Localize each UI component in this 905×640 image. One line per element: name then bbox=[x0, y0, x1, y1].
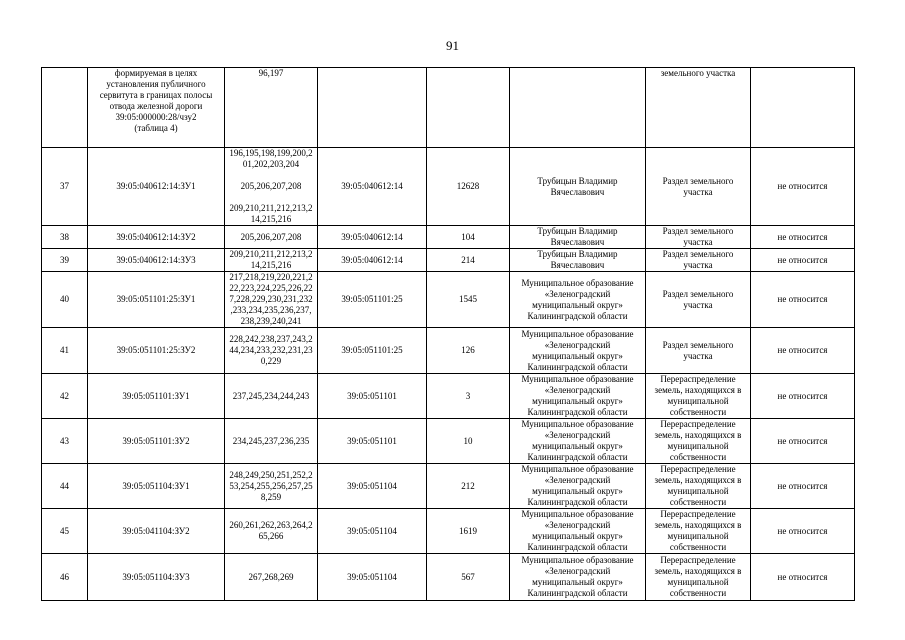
cell-relation: не относится bbox=[751, 272, 855, 328]
cell-line: 39:05:051104:ЗУ3 bbox=[122, 571, 190, 582]
cell-owner bbox=[510, 226, 646, 249]
cell-line: ,233,234,235,236,237, bbox=[230, 305, 312, 315]
cell-line: собственности bbox=[669, 452, 727, 462]
cell-point-numbers bbox=[225, 148, 318, 226]
cell-row-number: 41 bbox=[42, 328, 88, 374]
cell-relation: не относится bbox=[751, 509, 855, 554]
cell-owner bbox=[510, 464, 646, 509]
cell-line: Раздел земельного bbox=[662, 249, 734, 259]
cell-line: 01,202,203,204 bbox=[242, 159, 300, 169]
cell-line: муниципальный округ» bbox=[532, 350, 623, 361]
cell-source-cadastral-number: 39:05:040612:14 bbox=[318, 249, 427, 272]
cell-line: участка bbox=[683, 260, 713, 270]
cell-line: Калининградской области bbox=[527, 361, 628, 372]
cell-source-cadastral-number bbox=[318, 68, 427, 148]
cell-point-numbers bbox=[225, 272, 318, 328]
cell-line: 39:05:040612:14:ЗУ2 bbox=[116, 231, 196, 242]
cell-source-cadastral-number: 39:05:051101 bbox=[318, 374, 427, 419]
cell-relation bbox=[751, 68, 855, 148]
cell-line: 238,239,240,241 bbox=[240, 316, 302, 326]
cell-line: 39:05:040612:14:ЗУ3 bbox=[116, 254, 196, 265]
cell-relation: не относится bbox=[751, 249, 855, 272]
cell-line: Вячеславович bbox=[550, 186, 605, 197]
cell-line: земельного участка bbox=[660, 68, 736, 78]
cell-line: Калининградской области bbox=[527, 452, 628, 462]
cell-line: земель, находящихся в bbox=[654, 475, 742, 485]
cell-row-number: 38 bbox=[42, 226, 88, 249]
cell-line: муниципальный округ» bbox=[532, 577, 623, 587]
cell-source-cadastral-number: 39:05:040612:14 bbox=[318, 226, 427, 249]
cell-line: Калининградской области bbox=[527, 588, 628, 598]
cell-source-cadastral-number: 39:05:051101:25 bbox=[318, 272, 427, 328]
table-row bbox=[42, 509, 855, 554]
cell-source-cadastral-number: 39:05:051104 bbox=[318, 554, 427, 601]
cell-line: Перераспределение bbox=[660, 374, 736, 384]
cell-area: 212 bbox=[427, 464, 510, 509]
cell-line: Раздел земельного bbox=[662, 226, 734, 236]
cell-cadastral-number bbox=[88, 509, 225, 554]
cell-line: 0,229 bbox=[260, 356, 282, 366]
cell-owner bbox=[510, 509, 646, 554]
cell-line: 228,242,238,237,243,2 bbox=[229, 334, 313, 344]
cell-line: муниципальной bbox=[667, 486, 729, 496]
cell-line: «Зеленоградский bbox=[544, 339, 611, 350]
cell-line: 267,268,269 bbox=[248, 571, 294, 582]
cell-line: отвода железной дороги bbox=[109, 101, 203, 111]
cell-line: 96,197 bbox=[258, 68, 284, 78]
table-row bbox=[42, 148, 855, 226]
table-row bbox=[42, 249, 855, 272]
cell-point-numbers bbox=[225, 249, 318, 272]
cell-line: 39:05:051101:25:ЗУ1 bbox=[116, 294, 196, 304]
cell-point-numbers bbox=[225, 419, 318, 464]
cell-line: 22,223,224,225,226,22 bbox=[229, 283, 313, 293]
cell-line: 205,206,207,208 bbox=[240, 231, 302, 242]
cell-formation-method bbox=[646, 554, 751, 601]
cell-formation-method bbox=[646, 272, 751, 328]
cell-cadastral-number bbox=[88, 148, 225, 226]
cell-row-number: 39 bbox=[42, 249, 88, 272]
table-row bbox=[42, 419, 855, 464]
cell-area: 126 bbox=[427, 328, 510, 374]
cell-owner bbox=[510, 272, 646, 328]
cell-line: 196,195,198,199,200,2 bbox=[229, 148, 313, 158]
table-body bbox=[42, 68, 855, 601]
cell-line: 39:05:051101:ЗУ1 bbox=[122, 390, 190, 401]
cell-source-cadastral-number: 39:05:051104 bbox=[318, 509, 427, 554]
cell-area bbox=[427, 68, 510, 148]
cell-line: установления публичного bbox=[106, 79, 206, 89]
cell-area: 12628 bbox=[427, 148, 510, 226]
cell-line: (таблица 4) bbox=[134, 123, 178, 133]
cell-line: «Зеленоградский bbox=[544, 566, 611, 576]
cell-cadastral-number bbox=[88, 226, 225, 249]
cell-formation-method bbox=[646, 226, 751, 249]
cell-source-cadastral-number: 39:05:051101 bbox=[318, 419, 427, 464]
cell-line: Вячеславович bbox=[550, 260, 605, 270]
cell-row-number: 42 bbox=[42, 374, 88, 419]
cell-cadastral-number bbox=[88, 554, 225, 601]
cell-line: 205,206,207,208 bbox=[240, 181, 302, 191]
cell-formation-method bbox=[646, 419, 751, 464]
cell-formation-method bbox=[646, 509, 751, 554]
cell-area: 3 bbox=[427, 374, 510, 419]
cell-line: муниципальной bbox=[667, 441, 729, 451]
cell-line: собственности bbox=[669, 407, 727, 417]
cell-line: Муниципальное образование bbox=[521, 555, 634, 565]
cell-line: 260,261,262,263,264,2 bbox=[229, 520, 313, 530]
cell-line: Перераспределение bbox=[660, 419, 736, 429]
cell-line: муниципальный округ» bbox=[532, 396, 623, 406]
cell-line: земель, находящихся в bbox=[654, 385, 742, 395]
cell-owner bbox=[510, 374, 646, 419]
table-row bbox=[42, 226, 855, 249]
cell-line: муниципальный округ» bbox=[532, 441, 623, 451]
cell-line: Трубицын Владимир bbox=[537, 249, 618, 259]
cell-line: муниципальной bbox=[667, 577, 729, 587]
cell-formation-method bbox=[646, 148, 751, 226]
cell-source-cadastral-number: 39:05:051104 bbox=[318, 464, 427, 509]
cell-line: муниципальной bbox=[667, 531, 729, 541]
cell-line: Калининградской области bbox=[527, 497, 628, 507]
cell-line: Раздел земельного bbox=[662, 175, 734, 186]
cell-owner bbox=[510, 249, 646, 272]
cell-line: Муниципальное образование bbox=[521, 419, 634, 429]
cell-line: Муниципальное образование bbox=[521, 277, 634, 288]
cell-line: 234,245,237,236,235 bbox=[232, 435, 310, 446]
cell-line: 209,210,211,212,213,2 bbox=[229, 203, 313, 213]
cell-line: «Зеленоградский bbox=[544, 288, 611, 299]
cell-row-number: 45 bbox=[42, 509, 88, 554]
cell-line: собственности bbox=[669, 542, 727, 552]
cell-line: 44,234,233,232,231,23 bbox=[229, 345, 313, 355]
cell-line: земель, находящихся в bbox=[654, 566, 742, 576]
cell-row-number bbox=[42, 68, 88, 148]
cell-line: 217,218,219,220,221,2 bbox=[229, 272, 313, 282]
cell-point-numbers bbox=[225, 464, 318, 509]
cell-relation: не относится bbox=[751, 374, 855, 419]
cell-point-numbers bbox=[225, 554, 318, 601]
cell-line: 209,210,211,212,213,2 bbox=[229, 249, 313, 259]
cell-line: муниципальный округ» bbox=[532, 486, 623, 496]
cell-line: участка bbox=[683, 299, 713, 310]
cell-point-numbers bbox=[225, 374, 318, 419]
cell-cadastral-number bbox=[88, 68, 225, 148]
cell-line: 53,254,255,256,257,25 bbox=[229, 480, 313, 491]
cell-line: участка bbox=[683, 186, 713, 197]
cell-line: «Зеленоградский bbox=[544, 520, 611, 530]
cell-line: Перераспределение bbox=[660, 555, 736, 565]
cell-line: 14,215,216 bbox=[250, 260, 292, 270]
cell-line: «Зеленоградский bbox=[544, 430, 611, 440]
cell-line: Муниципальное образование bbox=[521, 328, 634, 339]
cell-line: Муниципальное образование bbox=[521, 509, 634, 519]
page-number: 91 bbox=[446, 38, 459, 53]
cell-line: 8,259 bbox=[260, 491, 282, 502]
cell-formation-method bbox=[646, 328, 751, 374]
cell-line: участка bbox=[683, 237, 713, 247]
cell-line: «Зеленоградский bbox=[544, 385, 611, 395]
cell-area: 567 bbox=[427, 554, 510, 601]
cell-line: Раздел земельного bbox=[662, 288, 734, 299]
cell-cadastral-number bbox=[88, 249, 225, 272]
cell-formation-method bbox=[646, 464, 751, 509]
cell-line: 39:05:000000:28/чзу2 bbox=[115, 112, 197, 122]
cell-line: 39:05:040612:14:ЗУ1 bbox=[116, 181, 196, 191]
cell-cadastral-number bbox=[88, 464, 225, 509]
cell-point-numbers bbox=[225, 509, 318, 554]
cell-area: 10 bbox=[427, 419, 510, 464]
table-row bbox=[42, 554, 855, 601]
cell-relation: не относится bbox=[751, 464, 855, 509]
cell-line: 237,245,234,244,243 bbox=[232, 390, 310, 401]
cell-owner bbox=[510, 148, 646, 226]
cell-line: Раздел земельного bbox=[662, 339, 734, 350]
cell-line: Муниципальное образование bbox=[521, 464, 634, 474]
cell-line: Калининградской области bbox=[527, 310, 628, 321]
cell-owner bbox=[510, 419, 646, 464]
cell-line: 7,228,229,230,231,232 bbox=[229, 294, 313, 304]
cell-row-number: 43 bbox=[42, 419, 88, 464]
cell-source-cadastral-number: 39:05:040612:14 bbox=[318, 148, 427, 226]
cell-line: муниципальный округ» bbox=[532, 299, 623, 310]
cell-point-numbers bbox=[225, 328, 318, 374]
cell-row-number: 40 bbox=[42, 272, 88, 328]
cell-cadastral-number bbox=[88, 272, 225, 328]
cell-relation: не относится bbox=[751, 419, 855, 464]
cell-line: Перераспределение bbox=[660, 509, 736, 519]
cell-line: 65,266 bbox=[258, 531, 284, 541]
cell-line: земель, находящихся в bbox=[654, 430, 742, 440]
cell-line: 39:05:041104:ЗУ2 bbox=[122, 525, 190, 536]
cell-relation: не относится bbox=[751, 328, 855, 374]
cell-line: 14,215,216 bbox=[250, 214, 292, 224]
cell-area: 214 bbox=[427, 249, 510, 272]
cell-line: сервитута в границах полосы bbox=[99, 90, 213, 100]
cell-formation-method bbox=[646, 374, 751, 419]
cell-owner bbox=[510, 68, 646, 148]
cell-line: Трубицын Владимир bbox=[537, 175, 618, 186]
cell-relation: не относится bbox=[751, 148, 855, 226]
cell-owner bbox=[510, 328, 646, 374]
cell-cadastral-number bbox=[88, 374, 225, 419]
cell-point-numbers bbox=[225, 226, 318, 249]
table-row bbox=[42, 374, 855, 419]
cell-line: собственности bbox=[669, 497, 727, 507]
cell-owner bbox=[510, 554, 646, 601]
cell-formation-method bbox=[646, 249, 751, 272]
cell-line: Калининградской области bbox=[527, 542, 628, 552]
table-row bbox=[42, 464, 855, 509]
cell-line: участка bbox=[683, 350, 713, 361]
cell-formation-method bbox=[646, 68, 751, 148]
cell-cadastral-number bbox=[88, 328, 225, 374]
cell-line: 248,249,250,251,252,2 bbox=[229, 469, 313, 480]
cell-line: собственности bbox=[669, 588, 727, 598]
cell-line: муниципальной bbox=[667, 396, 729, 406]
cell-line: формируемая в целях bbox=[114, 68, 198, 78]
table-row bbox=[42, 328, 855, 374]
cell-line: земель, находящихся в bbox=[654, 520, 742, 530]
cell-line: Трубицын Владимир bbox=[537, 226, 618, 236]
cell-line: 39:05:051101:ЗУ2 bbox=[122, 435, 190, 446]
cell-cadastral-number bbox=[88, 419, 225, 464]
table-row bbox=[42, 68, 855, 148]
cell-relation: не относится bbox=[751, 554, 855, 601]
cell-area: 1545 bbox=[427, 272, 510, 328]
cell-point-numbers bbox=[225, 68, 318, 148]
cell-row-number: 46 bbox=[42, 554, 88, 601]
cell-area: 104 bbox=[427, 226, 510, 249]
cell-line: Перераспределение bbox=[660, 464, 736, 474]
cell-line: 39:05:051104:ЗУ1 bbox=[122, 480, 190, 491]
cell-row-number: 44 bbox=[42, 464, 88, 509]
cell-source-cadastral-number: 39:05:051101:25 bbox=[318, 328, 427, 374]
land-plots-table bbox=[41, 67, 855, 601]
cell-line: «Зеленоградский bbox=[544, 475, 611, 485]
cell-line: 39:05:051101:25:ЗУ2 bbox=[116, 345, 196, 355]
table-row bbox=[42, 272, 855, 328]
cell-row-number: 37 bbox=[42, 148, 88, 226]
cell-line: Калининградской области bbox=[527, 407, 628, 417]
cell-line: Муниципальное образование bbox=[521, 374, 634, 384]
cell-line: муниципальный округ» bbox=[532, 531, 623, 541]
cell-line: Вячеславович bbox=[550, 237, 605, 247]
cell-area: 1619 bbox=[427, 509, 510, 554]
cell-relation: не относится bbox=[751, 226, 855, 249]
